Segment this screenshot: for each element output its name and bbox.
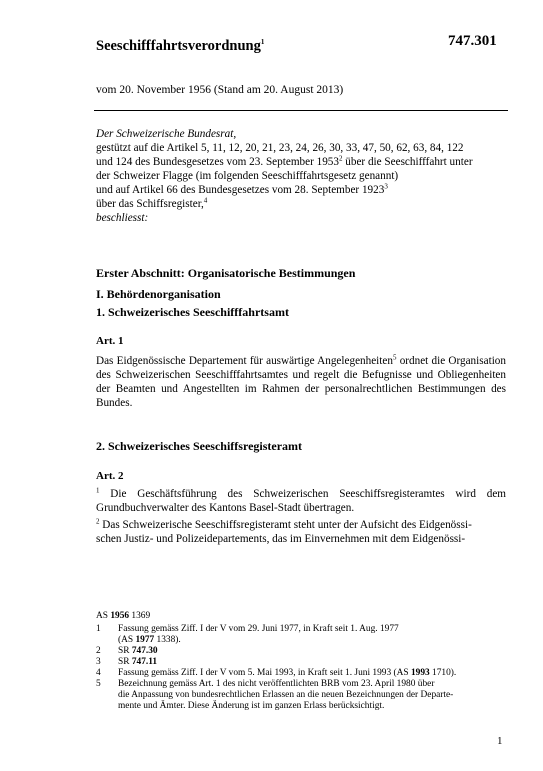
paragraph-number: 1 <box>96 486 100 495</box>
article-text: Das Eidgenössische Departement für auswärtige Angelegenheiten$^5$ ordnet die Organisation des Schweizerischen Seeschifffahrtsamtes und regelt die Befugnisse und Obliegenheiten der Beamten und Angestellten im Rahmen der personalrechtlichen Bestimmungen des Bundes. <box>96 353 506 409</box>
sr-number: 747.301 <box>448 33 497 49</box>
article-paragraph: $^1$ Die Geschäftsführung des Schweizerischen Seeschiffsregisteramtes wird dem Grundbuchverwalter des Kantons Basel-Stadt übertragen. <box>96 486 506 514</box>
preamble-line: gestützt auf die Artikel 5, 11, 12, 20, 21, 23, 24, 26, 30, 33, 47, 50, 62, 63, 84, 122 <box>96 142 464 154</box>
footnote-item: 3 SR 747.11 <box>96 657 158 667</box>
page-number: 1 <box>497 735 503 747</box>
preamble-line: der Schweizer Flagge (im folgenden Seeschifffahrtsgesetz genannt) <box>96 170 399 182</box>
article-label: Art. 1 <box>96 335 124 347</box>
document-date: vom 20. November 1956 (Stand am 20. August 2013) <box>96 84 344 96</box>
preamble-line: und auf Artikel 66 des Bundesgesetzes vom 28. September 1923$^3$ <box>96 182 388 196</box>
subsection-heading: I. Behördenorganisation <box>96 287 221 301</box>
footnote-list <box>96 624 516 712</box>
footnote-item: 2 SR 747.30 <box>96 646 158 656</box>
footnote-item: 5 Bezeichnung gemäss Art. 1 des nicht veröffentlichten BRB vom 23. April 1980 über die Anpassung von bundesrechtlichen Erlassen an die neuen Bezeichnungen der Departe- mente und Ämter. Diese Änderung ist im ganzen Erlass berücksichtigt. <box>96 679 454 711</box>
preamble-resolves: beschliesst: <box>96 212 149 224</box>
article-label: Art. 2 <box>96 470 124 482</box>
footnote-ref[interactable]: 5 <box>392 353 397 362</box>
footnote-number: 5 <box>96 679 101 689</box>
footnote-number: 1 <box>96 624 101 634</box>
footnote-ref[interactable]: 1 <box>260 38 265 47</box>
preamble-line: über das Schiffsregister,$^4$ <box>96 196 208 210</box>
article-paragraph: $^2$ Das Schweizerische Seeschiffsregisteramt steht unter der Aufsicht des Eidgenössi- schen Justiz- und Polizeidepartements, das im Einvernehmen mit dem Eidgenössi- <box>96 517 472 545</box>
as-reference: AS 1956 1369 <box>96 611 151 621</box>
footnote-number: 4 <box>96 668 101 678</box>
footnote-ref[interactable]: 2 <box>338 154 343 163</box>
preamble-line: und 124 des Bundesgesetzes vom 23. September 1953$^2$ über die Seeschifffahrt unter <box>96 154 473 168</box>
footnote-item: 4 Fassung gemäss Ziff. I der V vom 5. Mai 1993, in Kraft seit 1. Juni 1993 (AS 1993 1710). <box>96 668 457 678</box>
subsection-heading: 1. Schweizerisches Seeschifffahrtsamt <box>96 305 289 319</box>
section-heading: Erster Abschnitt: Organisatorische Bestimmungen <box>96 266 356 280</box>
footnote-item: 1 Fassung gemäss Ziff. I der V vom 29. Juni 1977, in Kraft seit 1. Aug. 1977 (AS 1977 1338). <box>96 624 399 645</box>
subsection-heading: 2. Schweizerisches Seeschiffsregisteramt <box>96 439 303 453</box>
footnote-number: 2 <box>96 646 101 656</box>
footnote-ref[interactable]: 4 <box>203 196 208 205</box>
footnote-ref[interactable]: 3 <box>384 182 388 191</box>
preamble <box>96 127 516 225</box>
header-divider <box>94 110 508 111</box>
preamble-authority: Der Schweizerische Bundesrat, <box>96 128 237 140</box>
document-title: Seeschifffahrtsverordnung$^1$ <box>96 38 265 54</box>
paragraph-number: 2 <box>96 517 100 526</box>
footnote-number: 3 <box>96 657 101 667</box>
